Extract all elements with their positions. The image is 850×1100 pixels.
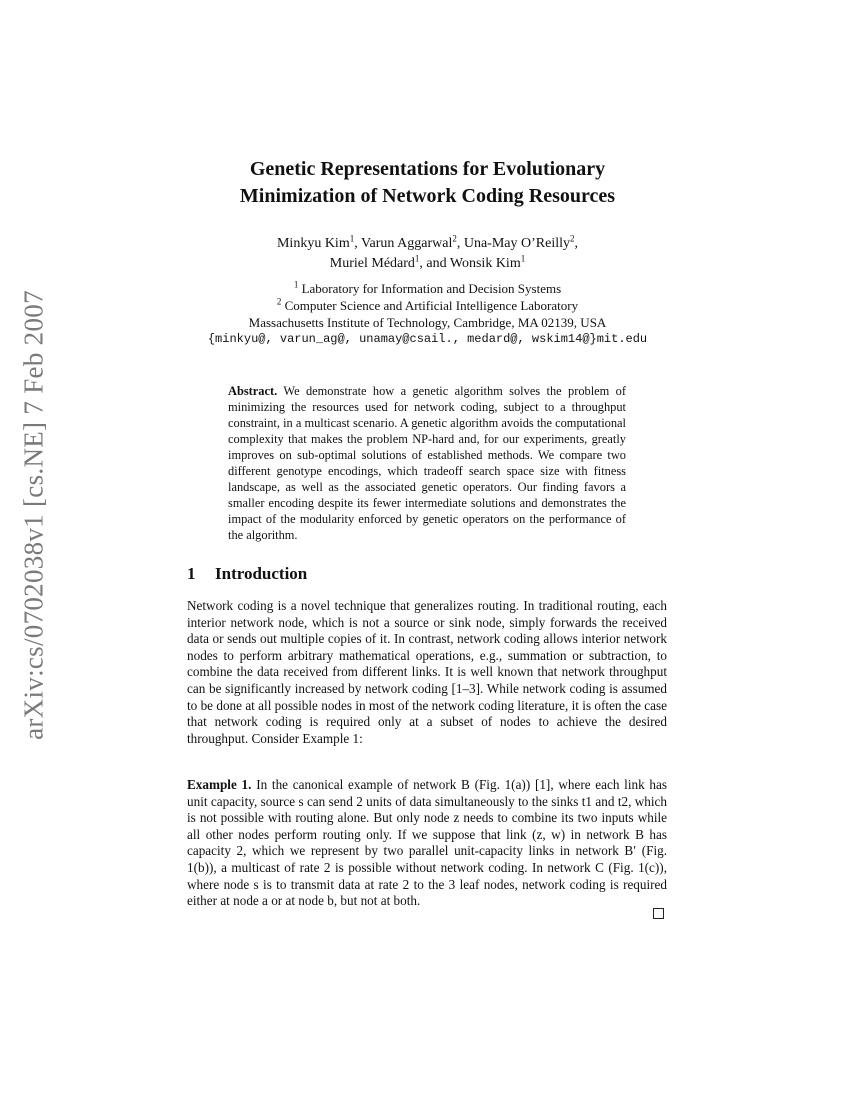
author-affil-mark: 2 (570, 233, 575, 244)
example-paragraph (187, 777, 667, 910)
affiliation-2: $^2$ Computer Science and Artificial Intelligence Laboratory (276, 296, 579, 313)
arxiv-sidebar (14, 270, 54, 760)
abstract-label: Abstract. (228, 384, 278, 398)
author-line-1: Minkyu Kim$^1$, Varun Aggarwal$^2$, Una-May O’Reilly$^2$, (276, 233, 578, 251)
author-name: Wonsik Kim (449, 256, 521, 271)
affiliations (150, 280, 705, 348)
institute: Massachusetts Institute of Technology, Cambridge, MA 02139, USA (248, 315, 607, 330)
author-affil-mark: 1 (520, 253, 526, 264)
example-label: Example 1. (187, 777, 252, 792)
paper-title (150, 156, 705, 210)
title-line-2: Minimization of Network Coding Resources (239, 185, 616, 207)
author-name: Varun Aggarwal (360, 236, 453, 251)
intro-paragraph: Network coding is a novel technique that generalizes routing. In traditional routing, each interior network node, which is not a source or sink node, simply forwards the received data or sends out multiple copies of it. In contrast, network coding allows interior network nodes to perform arbitrary mathematical operations, e.g., summation or subtraction, to combine the data received from different links. It is well known that network throughput can be significantly increased by network coding [1–3]. While network coding is assumed to be done at all possible nodes in most of the network coding literature, it is often the case that network coding is required only at a subset of nodes to achieve the desired throughput. Consider Example 1: (187, 598, 667, 746)
author-name: Muriel Médard (329, 256, 415, 271)
title-line-1: Genetic Representations for Evolutionary (249, 158, 606, 180)
author-affil-mark: 2 (452, 233, 457, 244)
abstract (228, 383, 626, 543)
example-text: In the canonical example of network B (Fig. 1(a)) [1], where each link has unit capacity, source s can send 2 units of data simultaneously to the sinks t1 and t2, which is not possible with routing alone. But only node z needs to combine its two inputs while all other nodes perform routing only. If we suppose that link (z, w) in network B has capacity 2, which we represent by two parallel unit-capacity links in network B′ (Fig. 1(b)), a multicast of rate 2 is possible without network coding. In network C (Fig. 1(c)), where node s is to transmit data at rate 2 to the 3 leaf nodes, network coding is required either at node a or at node b, but not at both. (187, 777, 668, 909)
affiliation-1: $^1$ Laboratory for Information and Decision Systems (293, 279, 562, 296)
qed-symbol (653, 908, 664, 919)
author-list (150, 234, 705, 274)
abstract-text: We demonstrate how a genetic algorithm solves the problem of minimizing the resources used for network coding, subject to a throughput constraint, in a multicast scenario. A genetic algorithm avoids the computational complexity that makes the problem NP-hard and, for our experiments, greatly improves on sub-optimal solutions of established methods. We compare two different genotype encodings, which tradeoff search space size with fitness landscape, as well as the associated genetic operators. Our finding favors a smaller encoding despite its fewer intermediate solutions and demonstrates the impact of the modularity enforced by genetic operators on the performance of the algorithm. (228, 384, 627, 542)
author-affil-mark: 1 (414, 253, 420, 264)
section-title: Introduction (215, 564, 308, 583)
author-line-2: Muriel Médard$^1$, and Wonsik Kim$^1$ (329, 253, 526, 271)
author-name: Una-May O’Reilly (463, 236, 570, 251)
arxiv-identifier: arXiv:cs/0702038v1 [cs.NE] 7 Feb 2007 (18, 290, 49, 740)
author-affil-mark: 1 (349, 233, 355, 244)
author-emails: {minkyu@, varun_ag@, unamay@csail., medard@, wskim14@}mit.edu (207, 332, 648, 346)
section-heading (187, 564, 307, 584)
section-number: 1 (187, 564, 196, 583)
author-name: Minkyu Kim (276, 236, 350, 251)
